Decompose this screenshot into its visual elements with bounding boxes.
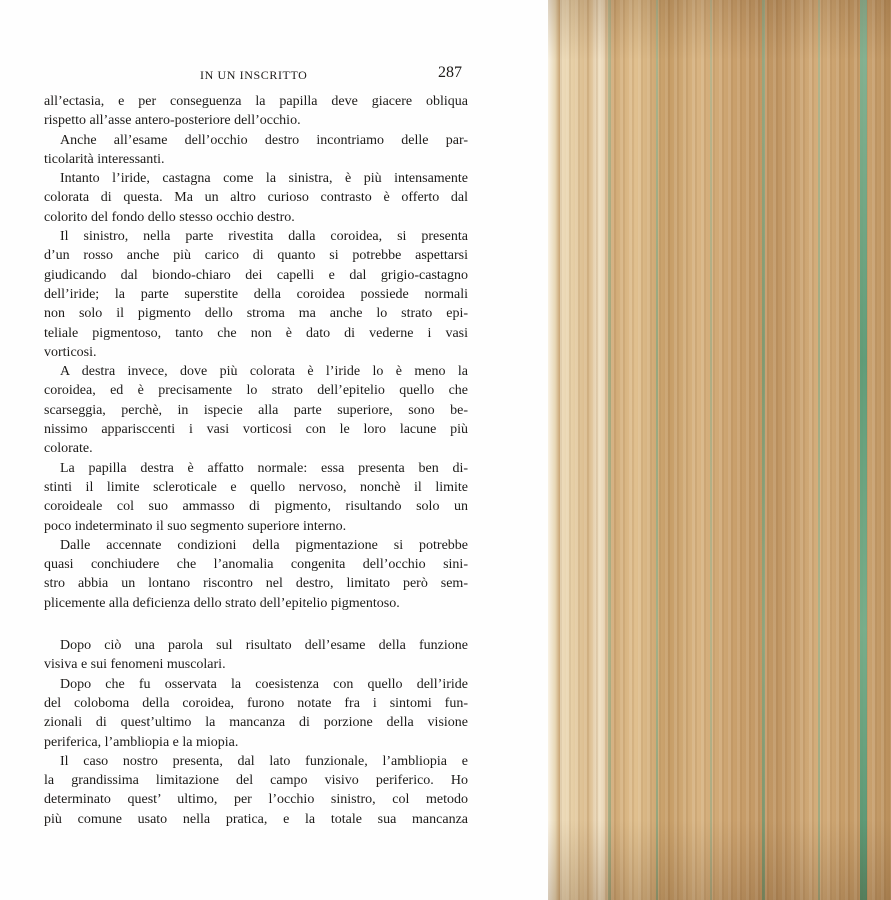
page-number: 287 <box>438 64 462 81</box>
text-line: La papilla destra è affatto normale: essa presenta ben di- <box>60 460 468 476</box>
text-line: d’un rosso anche più carico di quanto si potrebbe aspettarsi <box>44 248 468 264</box>
text-line: del coloboma della coroidea, furono notate fra i sintomi fun- <box>44 695 468 711</box>
text-line: la grandissima limitazione del campo visivo periferico. Ho <box>44 773 468 789</box>
edge-shading <box>548 0 891 900</box>
text-line: poco indeterminato il suo segmento superiore interno. <box>44 518 347 534</box>
text-line: coroideale col suo ammasso di pigmento, risultando solo un <box>44 499 468 515</box>
text-line: più comune usato nella pratica, e la totale sua mancanza <box>44 811 468 827</box>
paragraph-gap <box>44 613 468 636</box>
text-line: teliale pigmentoso, tanto che non è dato di vederne i vasi <box>44 325 468 341</box>
text-line: vorticosi. <box>44 344 97 360</box>
text-line: visiva e sui fenomeni muscolari. <box>44 657 226 673</box>
text-line: Dopo ciò una parola sul risultato dell’esame della funzione <box>60 638 468 654</box>
text-line: nissimo apparisccenti i vasi vorticosi con le loro lacune più <box>44 422 468 438</box>
text-line: scarseggia, perchè, in ispecie alla parte superiore, sono be- <box>44 402 468 418</box>
text-line: non solo il pigmento dello stroma ma anche lo strato epi- <box>44 306 468 322</box>
text-line: stinti il limite scleroticale e quello nervoso, nonchè il limite <box>44 479 468 495</box>
text-line: all’ectasia, e per conseguenza la papilla deve giacere obliqua <box>44 94 468 109</box>
text-line: colorito del fondo dello stesso occhio destro. <box>44 209 295 225</box>
text-line: coroidea, ed è precisamente lo strato dell’epitelio quello che <box>44 383 468 399</box>
text-line: A destra invece, dove più colorata è l’iride lo è meno la <box>60 364 468 380</box>
running-title: IN UN INSCRITTO <box>200 68 308 82</box>
text-line: rispetto all’asse antero-posteriore dell’occhio. <box>44 113 301 129</box>
text-line: Intanto l’iride, castagna come la sinistra, è più intensamente <box>60 171 468 187</box>
text-line: Il caso nostro presenta, dal lato funzionale, l’ambliopia e <box>60 753 468 769</box>
text-line: Dopo che fu osservata la coesistenza con quello dell’iride <box>60 676 468 692</box>
text-line: plicemente alla deficienza dello strato dell’epitelio pigmentoso. <box>44 595 400 611</box>
text-line: determinato quest’ ultimo, per l’occhio sinistro, col metodo <box>44 792 468 808</box>
text-line: Anche all’esame dell’occhio destro incontriamo delle par- <box>60 132 468 148</box>
text-line: stro abbia un lontano riscontro nel destro, limitato però sem- <box>44 576 468 592</box>
text-line: zionali di quest’ultimo la mancanza di porzione della visione <box>44 715 468 731</box>
text-line: ticolarità interessanti. <box>44 151 165 167</box>
book-page-edges <box>548 0 891 900</box>
text-line: dell’iride; la parte superstite della coroidea possiede normali <box>44 286 468 302</box>
text-line: giudicando dal biondo-chiaro dei capelli e dal grigio-castagno <box>44 267 468 283</box>
text-line: Dalle accennate condizioni della pigmentazione si potrebbe <box>60 537 468 553</box>
text-line: colorate. <box>44 441 93 457</box>
text-line: quasi conchiudere che l’anomalia congenita dell’occhio sini- <box>44 557 468 573</box>
text-line: periferica, l’ambliopia e la miopia. <box>44 734 239 750</box>
running-head <box>44 64 464 86</box>
body-text <box>44 92 468 829</box>
text-line: Il sinistro, nella parte rivestita dalla coroidea, si presenta <box>60 229 468 245</box>
text-line: colorata di questa. Ma un altro curioso contrasto è offerto dal <box>44 190 468 206</box>
